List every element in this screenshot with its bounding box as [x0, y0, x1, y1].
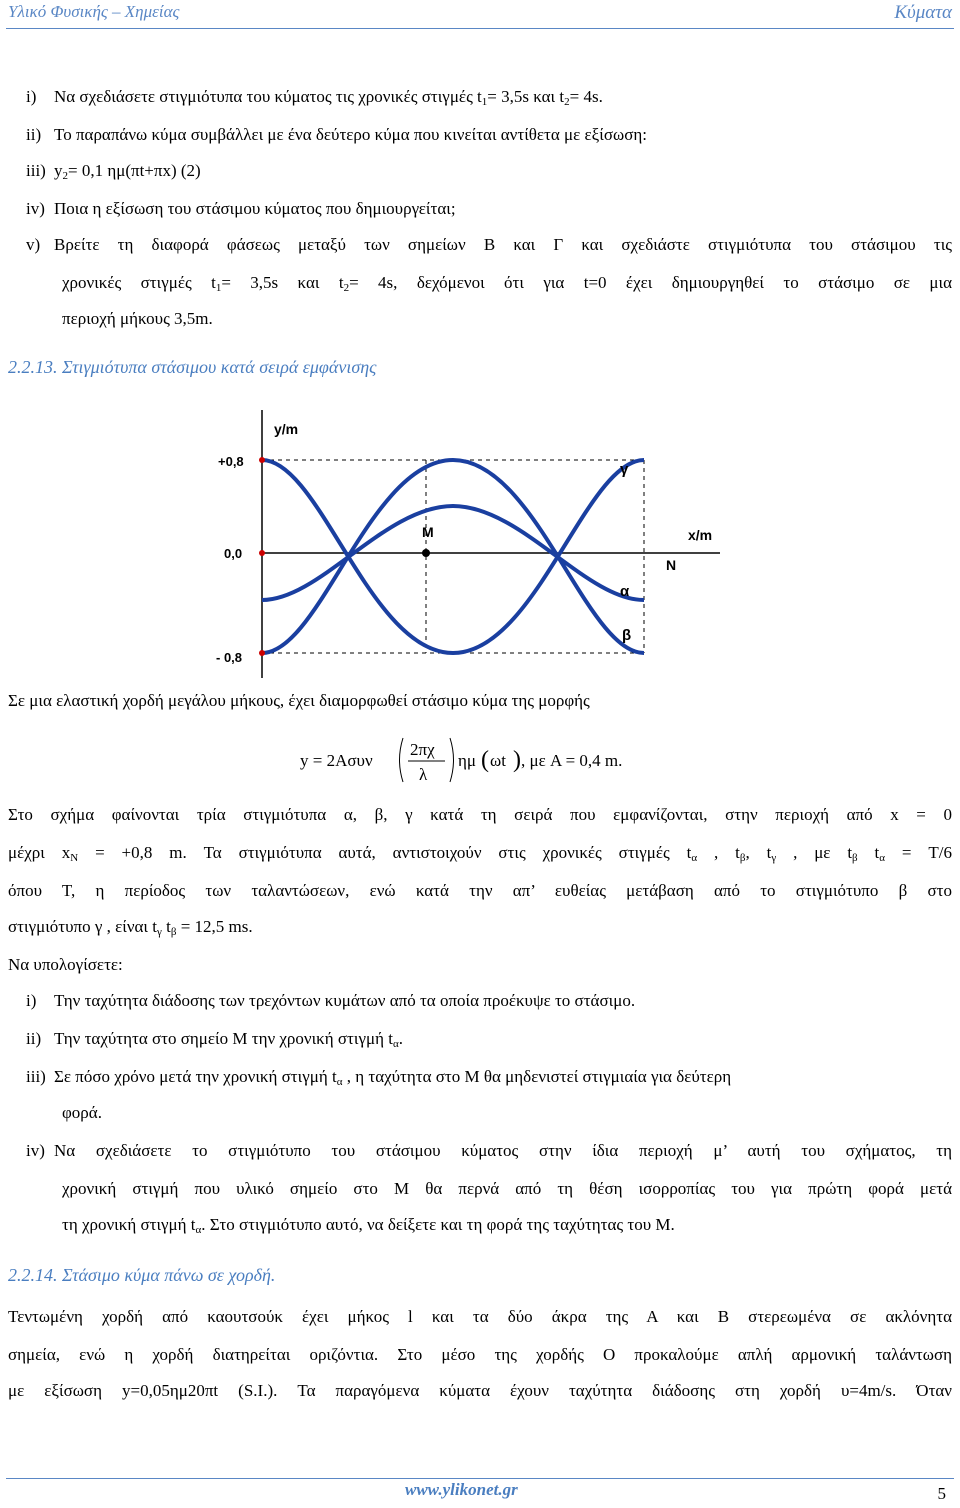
footer-url-link[interactable]: www.ylikonet.gr: [405, 1480, 518, 1499]
label-m: M: [422, 524, 434, 540]
label-beta: β: [622, 627, 632, 644]
list2-item-4-cont1: χρονική στιγμή που υλικό σημείο στο Μ θα περνά από τη θέση ισορροπίας του για πρώτη φορά μετά: [62, 1179, 952, 1198]
list2-item-1: i) Την ταχύτητα διάδοσης των τρεχόντων κυμάτων από τα οποία προέκυψε το στάσιμο.: [26, 991, 636, 1010]
page-footer: [0, 1478, 960, 1508]
ask-line: Να υπολογίσετε:: [8, 955, 123, 974]
list2-item-4-cont2: τη χρονική στιγμή $t_\alpha$. Στο στιγμιότυπο αυτό, να δείξετε και τη φορά της ταχύτητας του Μ.: [62, 1215, 675, 1236]
list1-item-4: iv) Ποια η εξίσωση του στάσιμου κύματος που δημιουργείται;: [26, 199, 456, 218]
tick-bottom-marker: [259, 650, 265, 656]
formula-tail: , με A = 0,4 m.: [521, 751, 623, 770]
label-alpha: α: [620, 583, 630, 600]
formula-numerator: 2πχ: [410, 740, 435, 759]
x-axis-label: x/m: [688, 527, 713, 543]
formula-right-paren: [450, 738, 454, 782]
list2-item-4: iv) Να σχεδιάσετε το στιγμιότυπο του στάσιμου κύματος στην ίδια περιοχή μ’ αυτή του σχήματος, τη: [26, 1141, 952, 1160]
formula-paren-open: (: [481, 747, 489, 773]
tick-mid-marker: [259, 550, 265, 556]
page-number: 5: [937, 1484, 946, 1503]
tick-top-label: +0,8: [218, 454, 244, 469]
formula-paren-close: ): [513, 747, 521, 773]
list2-item-2: ii) Την ταχύτητα στο σημείο Μ την χρονική στιγμή $t_\alpha$.: [26, 1029, 403, 1050]
snapshot-gamma-curve: [262, 460, 644, 653]
formula-sin: ημ: [458, 751, 477, 770]
para-line-1: Στο σχήμα φαίνονται τρία στιγμιότυπα α, β, γ κατά τη σειρά που εμφανίζονται, στην περιοχή από x = 0: [8, 805, 952, 824]
tick-mid-label: 0,0: [224, 546, 243, 561]
list1-item-5: v) Βρείτε τη διαφορά φάσεως μεταξύ των σημείων Β και Γ και σχεδιάστε στιγμιότυπα του στάσιμου τις: [26, 235, 952, 254]
label-gamma: γ: [620, 461, 629, 478]
list1-item-5-cont: χρονικές στιγμές $t_1= 3,5s$ και $t_2= 4s$, δεχόμενοι ότι για t=0 έχει δημιουργηθεί το στάσιμο σε μια: [62, 273, 953, 294]
y-axis-label: y/m: [274, 421, 299, 437]
section-heading-2-2-13: 2.2.13. Στιγμιότυπα στάσιμου κατά σειρά εμφάνισης: [8, 357, 377, 377]
header-subject: Υλικό Φυσικής – Χημείας: [8, 2, 180, 21]
list1-item-5-cont2: περιοχή μήκους 3,5m.: [62, 309, 213, 328]
tick-top-marker: [259, 457, 265, 463]
final-line-3: με εξίσωση y=0,05ημ20πt (S.I.). Τα παραγόμενα κύματα έχουν ταχύτητα διάδοσης στη χορδή υ=4m/s. Όταν: [8, 1381, 952, 1400]
list2-item-3-cont: φορά.: [62, 1103, 102, 1122]
header-chapter: Κύματα: [894, 2, 952, 23]
final-line-1: Τεντωμένη χορδή από καουτσούκ έχει μήκος l και τα δύο άκρα της Α και Β στερεωμένα σε ακλόνητα: [8, 1307, 952, 1326]
para-line-3: όπου Τ, η περίοδος των ταλαντώσεων, ενώ κατά την απ’ ευθείας μετάβαση από το στιγμιότυπο β στο: [8, 881, 952, 900]
page-header: [0, 0, 960, 30]
list1-item-1: i) Να σχεδιάσετε στιγμιότυπα του κύματος τις χρονικές στιγμές $t_1= 3,5s$ και $t_2= 4s$.: [26, 87, 603, 108]
formula-left-paren: [400, 738, 404, 782]
para-line-4: στιγμιότυπο γ , είναι $t_\gamma$ $t_\beta = 12,5$ ms.: [8, 917, 253, 938]
list1-item-2: ii) Το παραπάνω κύμα συμβάλλει με ένα δεύτερο κύμα που κινείται αντίθετα με εξίσωση:: [26, 125, 647, 144]
list2-item-3: iii) Σε πόσο χρόνο μετά την χρονική στιγμή $t_\alpha$ , η ταχύτητα στο Μ θα μηδενιστεί στιγμιαία για δεύτερη: [26, 1067, 732, 1088]
para-line-2: μέχρι $x_N = +0,8$ m. Τα στιγμιότυπα αυτά, αντιστοιχούν στις χρονικές στιγμές $t_\alpha$ , $t_\beta$, $t_\gamma$ , με $t_\beta$ $t_\alpha = T/6$: [8, 843, 952, 864]
label-n: N: [666, 557, 677, 573]
footer-rule: [6, 1478, 954, 1479]
snapshot-beta-curve: [262, 460, 644, 653]
standing-wave-equation: [300, 730, 700, 790]
point-m: [422, 549, 430, 557]
standing-wave-figure: [210, 400, 730, 682]
formula-lhs: y = 2Aσυν: [300, 751, 373, 770]
tick-bottom-label: - 0,8: [216, 650, 243, 665]
intro-line: Σε μια ελαστική χορδή μεγάλου μήκους, έχει διαμορφωθεί στάσιμο κύμα της μορφής: [8, 691, 590, 710]
final-line-2: σημεία, ενώ η χορδή διατηρείται οριζόντια. Στο μέσο της χορδής Ο προκαλούμε απλή αρμονική ταλάντωση: [8, 1345, 952, 1364]
formula-denominator: λ: [419, 765, 428, 784]
section-heading-2-2-14: 2.2.14. Στάσιμο κύμα πάνω σε χορδή.: [8, 1265, 276, 1285]
header-rule: [6, 28, 954, 29]
formula-arg: ωt: [490, 751, 506, 770]
list1-item-3: iii) $y_2= 0,1$ ημ(πt+πx) (2): [26, 161, 201, 182]
